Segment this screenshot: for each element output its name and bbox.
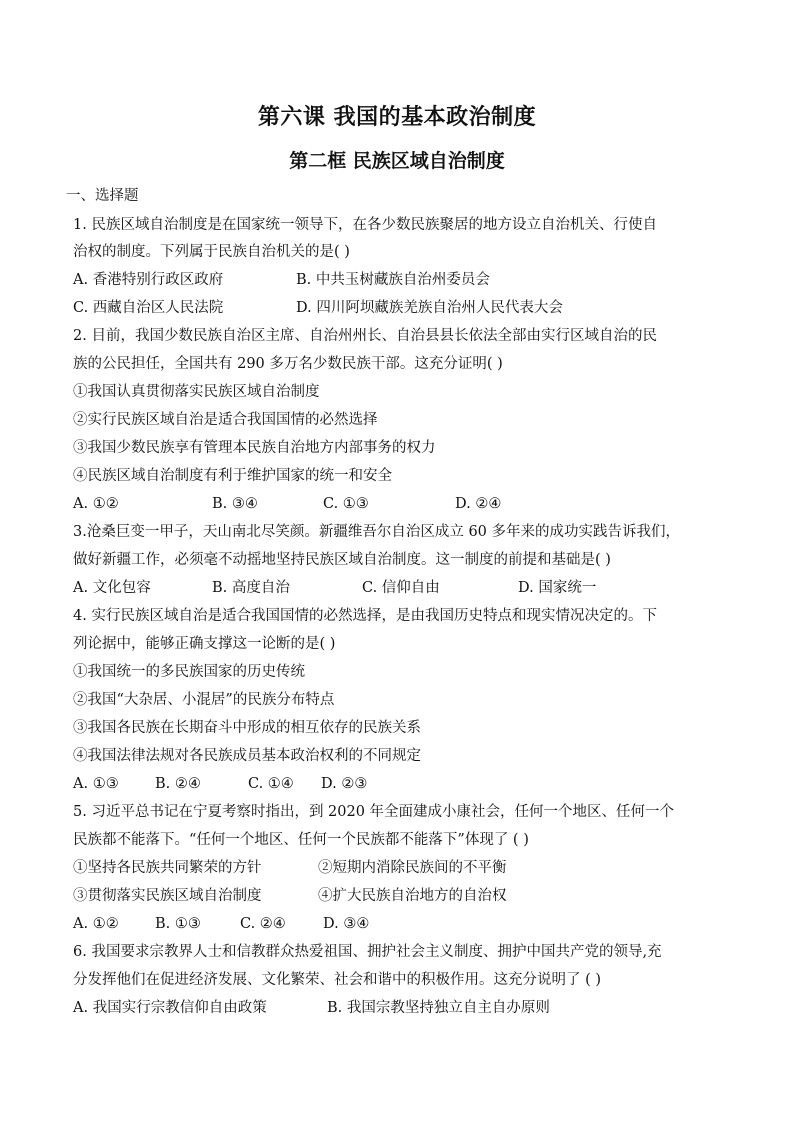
question-3-stem-line-1: 3.沧桑巨变一甲子，天山南北尽笑颜。新疆维吾尔自治区成立 60 多年来的成功实践告诉我们， (73, 524, 680, 540)
question-4-stem-line-1: 4. 实行民族区域自治是适合我国国情的必然选择，是由我国历史特点和现实情况决定的。下 (73, 608, 657, 624)
question-5-option-b: B. ①③ (155, 916, 201, 932)
question-4-stem-line-2: 列论据中，能够正确支撑这一论断的是( ) (73, 636, 336, 652)
question-4-statement-1: ①我国统一的多民族国家的历史传统 (73, 664, 305, 680)
question-6-stem-line-2: 分发挥他们在促进经济发展、文化繁荣、社会和谐中的积极作用。这充分说明了 ( ) (73, 972, 602, 988)
question-2-stem-line-2: 族的公民担任，全国共有 290 多万名少数民族干部。这充分证明( ) (73, 356, 503, 372)
question-2-statement-1: ①我国认真贯彻落实民族区域自治制度 (73, 384, 320, 400)
question-6-option-b: B. 我国宗教坚持独立自主自办原则 (327, 1000, 550, 1016)
question-1-stem-line-1: 1. 民族区域自治制度是在国家统一领导下，在各少数民族聚居的地方设立自治机关、行使自 (73, 217, 657, 233)
question-5-option-c: C. ②④ (240, 916, 286, 932)
question-4-option-d: D. ②③ (321, 776, 368, 792)
question-5-option-d: D. ③④ (323, 916, 370, 932)
question-2-option-d: D. ②④ (455, 496, 502, 512)
question-2-statement-4: ④民族区域自治制度有利于维护国家的统一和安全 (73, 468, 392, 484)
question-3-option-b: B. 高度自治 (212, 580, 290, 596)
question-4-statement-2: ②我国“大杂居、小混居”的民族分布特点 (73, 692, 335, 708)
question-6-option-a: A. 我国实行宗教信仰自由政策 (73, 1000, 267, 1016)
question-3-option-a: A. 文化包容 (73, 580, 151, 596)
question-1-stem-line-2: 治权的制度。下列属于民族自治机关的是( ) (73, 244, 350, 260)
question-3-stem-line-2: 做好新疆工作，必须毫不动摇地坚持民族区域自治制度。这一制度的前提和基础是( ) (73, 552, 611, 568)
question-1-option-b: B. 中共玉树藏族自治州委员会 (296, 272, 490, 288)
question-5-stem-line-2: 民族都不能落下。“任何一个地区、任何一个民族都不能落下”体现了 ( ) (73, 832, 529, 848)
page-title: 第六课 我国的基本政治制度 (257, 104, 537, 130)
question-5-statement-4: ④扩大民族自治地方的自治权 (318, 888, 507, 904)
question-4-statement-4: ④我国法律法规对各民族成员基本政治权利的不同规定 (73, 748, 421, 764)
question-4-option-a: A. ①③ (73, 776, 119, 792)
question-4-option-c: C. ①④ (248, 776, 294, 792)
question-2-stem-line-1: 2. 目前，我国少数民族自治区主席、自治州州长、自治县县长依法全部由实行区域自治的民 (73, 328, 657, 344)
question-1-option-c: C. 西藏自治区人民法院 (73, 300, 224, 316)
question-5-stem-line-1: 5. 习近平总书记在宁夏考察时指出，到 2020 年全面建成小康社会，任何一个地区、任何一个 (73, 804, 675, 820)
page-subtitle: 第二框 民族区域自治制度 (289, 150, 505, 172)
question-5-option-a: A. ①② (73, 916, 119, 932)
question-5-statement-1: ①坚持各民族共同繁荣的方针 (73, 860, 262, 876)
section-heading: 一、选择题 (66, 188, 139, 204)
question-4-statement-3: ③我国各民族在长期奋斗中形成的相互依存的民族关系 (73, 720, 421, 736)
question-4-option-b: B. ②④ (155, 776, 201, 792)
question-3-option-c: C. 信仰自由 (362, 580, 440, 596)
question-5-statement-3: ③贯彻落实民族区域自治制度 (73, 888, 262, 904)
question-2-option-a: A. ①② (73, 496, 119, 512)
question-3-option-d: D. 国家统一 (518, 580, 597, 596)
question-2-statement-2: ②实行民族区域自治是适合我国国情的必然选择 (73, 412, 378, 428)
question-2-option-b: B. ③④ (212, 496, 258, 512)
question-2-option-c: C. ①③ (323, 496, 369, 512)
question-6-stem-line-1: 6. 我国要求宗教界人士和信教群众热爱祖国、拥护社会主义制度、拥护中国共产党的领导,充 (73, 944, 662, 960)
question-1-option-d: D. 四川阿坝藏族羌族自治州人民代表大会 (296, 300, 563, 316)
question-1-option-a: A. 香港特别行政区政府 (73, 272, 224, 288)
question-5-statement-2: ②短期内消除民族间的不平衡 (318, 860, 507, 876)
question-2-statement-3: ③我国少数民族享有管理本民族自治地方内部事务的权力 (73, 440, 436, 456)
